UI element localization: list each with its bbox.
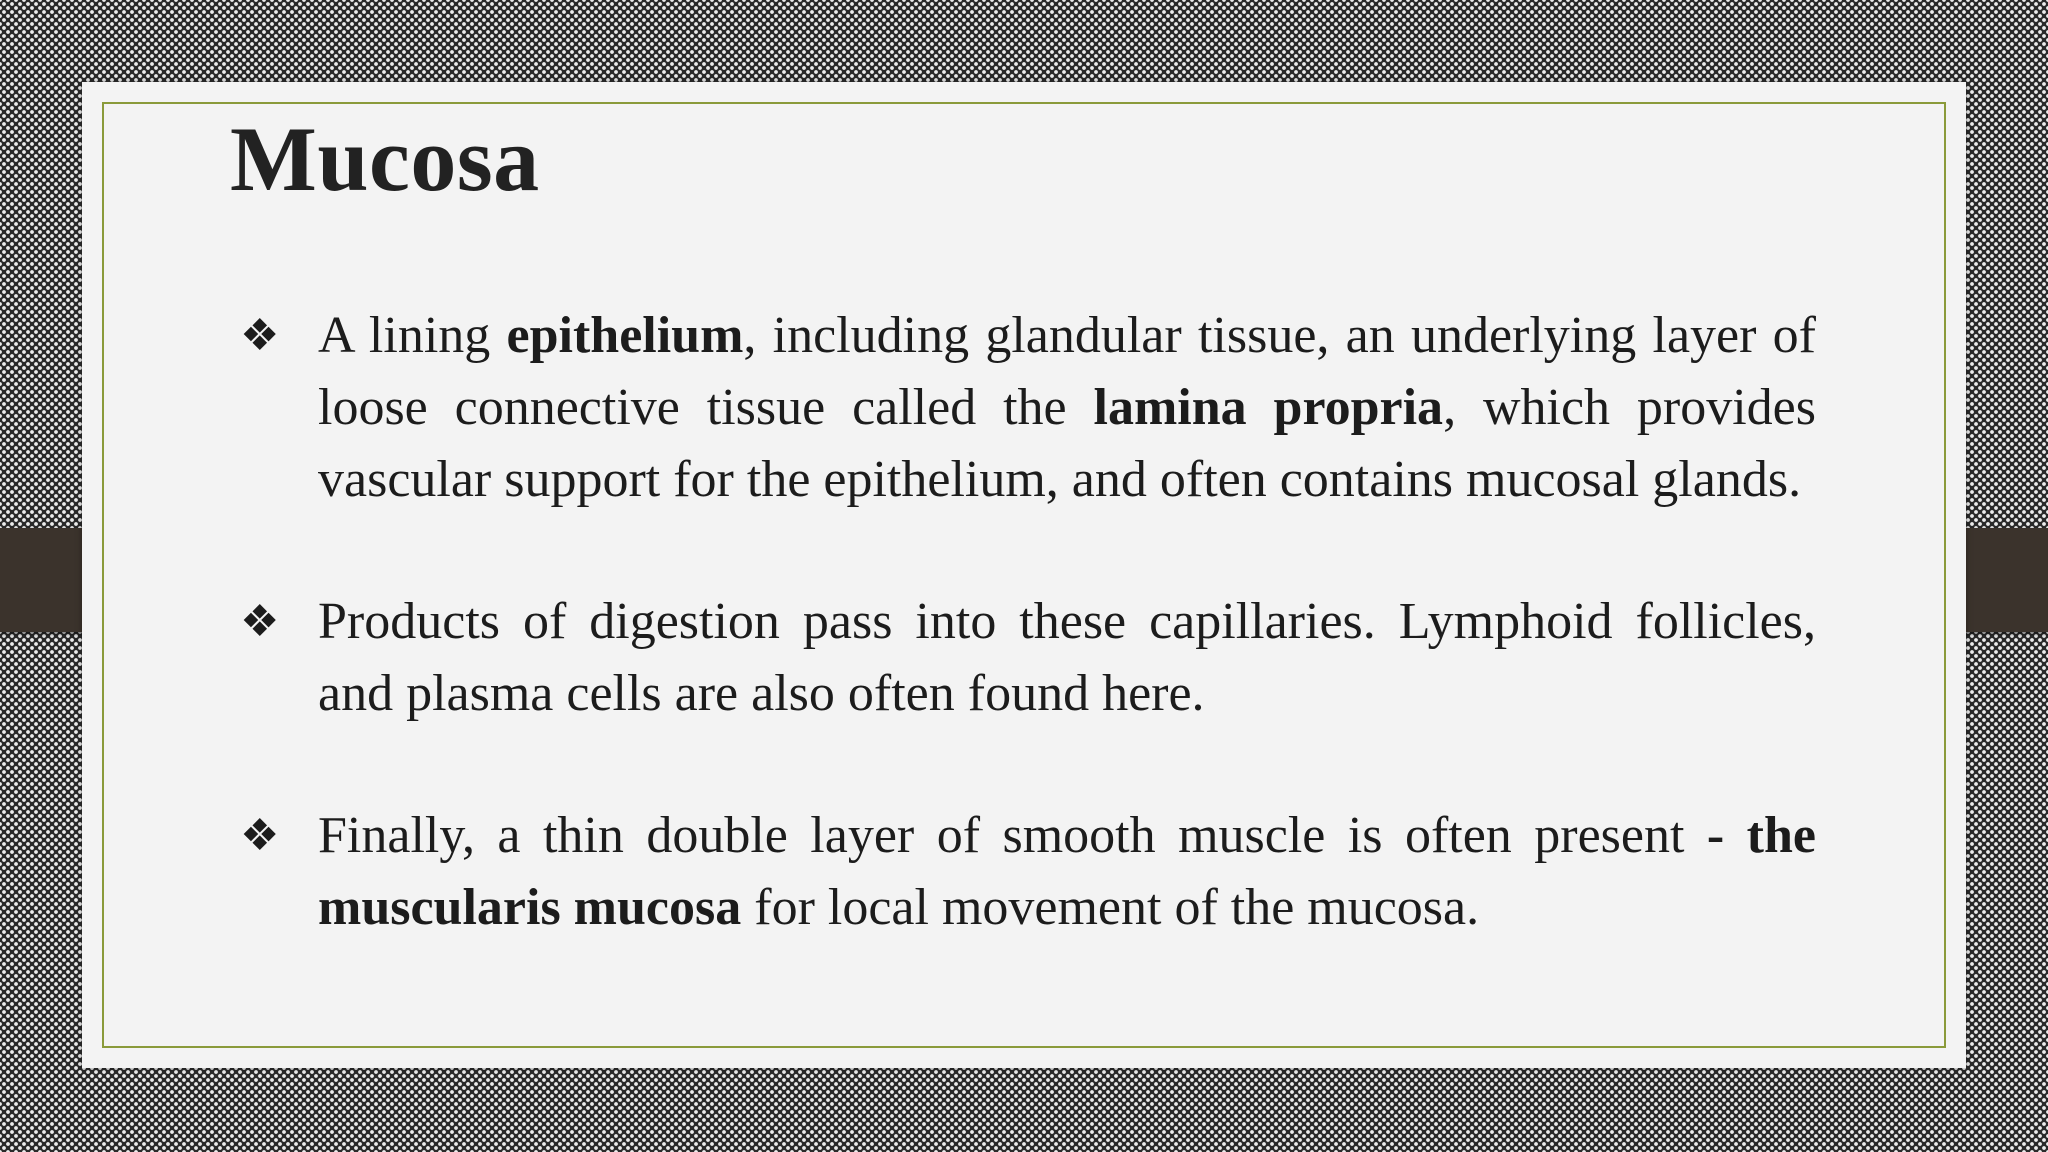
diamond-bullet-icon: ❖ [240,811,280,860]
diamond-bullet-icon: ❖ [240,311,280,360]
diamond-bullet-icon: ❖ [240,597,280,646]
bullet-item [232,300,1816,516]
bullet-text-segment: Finally, a thin double layer of smooth muscle is often present [318,807,1707,864]
bullet-item [232,586,1816,730]
bullet-text-segment: Products of digestion pass into these capillaries. Lymphoid follicles, and plasma cells are also often found here. [318,593,1816,722]
bullet-text-segment: A lining [318,307,507,364]
bullet-text-bold: lamina propria [1093,379,1444,436]
bullet-text-bold: - the muscularis mucosa [318,807,1816,936]
slide-card [82,82,1966,1068]
bullet-text-bold: epithelium [506,307,744,364]
bullet-text-segment: , which provides vascular support for the epithelium, and often contains mucosal glands. [318,379,1816,508]
bullet-item [232,800,1816,944]
bullet-list [232,300,1816,1014]
bullet-text-segment: for local movement of the mucosa. [741,879,1480,936]
bullet-text-segment: , including glandular tissue, an underlying layer of loose connective tissue called the [318,307,1816,436]
slide-title: Mucosa [230,108,540,210]
